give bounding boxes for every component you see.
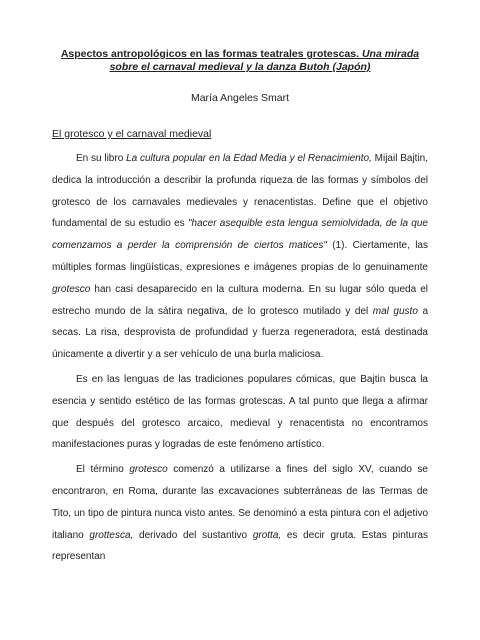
text-span: Mijail Bajtin, dedica la introducción a describir la profunda riqueza de las formas y símbolos del grotesco de los carnavales medievales y renacentistas. Define que el objetivo fundamental de su estudio es — [52, 153, 429, 230]
author-name: María Angeles Smart — [190, 92, 290, 104]
text-span: (1). Ciertamente, las múltiples formas lingüísticas, expresiones e imágenes propias de lo genuinamente — [52, 240, 428, 273]
emphasis: grotesco — [52, 283, 91, 295]
paragraph-3 — [52, 459, 428, 568]
emphasis: grotesco — [129, 464, 168, 476]
book-title: La cultura popular en la Edad Media y el Renacimiento, — [126, 153, 372, 164]
section-heading: El grotesco y el carnaval medieval — [52, 128, 212, 140]
emphasis: grotta, — [252, 529, 282, 541]
text-span: es decir gruta. Estas pinturas representan — [52, 529, 429, 563]
text-span: han casi desaparecido en la cultura moderna. En su lugar sólo queda el estrecho mundo de la sátira negativa, de lo grotesco mutilado y del — [52, 283, 428, 317]
text-span: En su libro — [76, 153, 127, 164]
paragraph-1 — [52, 148, 428, 366]
quotation: "hacer asequible esta lengua semiolvidada, de la que comenzamos a perder la comprensión de ciertos matices" — [52, 218, 428, 252]
title-main: Aspectos antropológicos en las formas teatrales grotescas. — [60, 48, 362, 60]
document-title — [52, 48, 428, 74]
emphasis: mal gusto — [372, 305, 418, 317]
text-span: El término — [76, 464, 130, 476]
title-subtitle: Una mirada sobre el carnaval medieval y la danza Butoh (Japón) — [109, 48, 420, 73]
text-span: derivado del sustantivo — [133, 529, 253, 541]
text-span: a secas. La risa, desprovista de profundidad y fuerza regeneradora, está destinada únicamente a divertir y a ser vehículo de una burla maliciosa. — [52, 305, 429, 361]
paragraph-2: Es en las lenguas de las tradiciones populares cómicas, que Bajtin busca la esencia y sentido estético de las formas grotescas. A tal punto que llega a afirmar que después del grotesco arcaico, medieval y renacentista no encontramos manifestaciones puras y logradas de este fenómeno artístico. — [52, 373, 428, 451]
emphasis: grottesca, — [89, 529, 134, 541]
body-text — [52, 148, 428, 571]
text-span: comenzó a utilizarse a fines del siglo XV, cuando se encontraron, en Roma, durante las excavaciones subterráneas de las Termas de Tito, un tipo de pintura nunca visto antes. Se denominó a esta pintura con el adjetivo italiano — [52, 464, 428, 541]
